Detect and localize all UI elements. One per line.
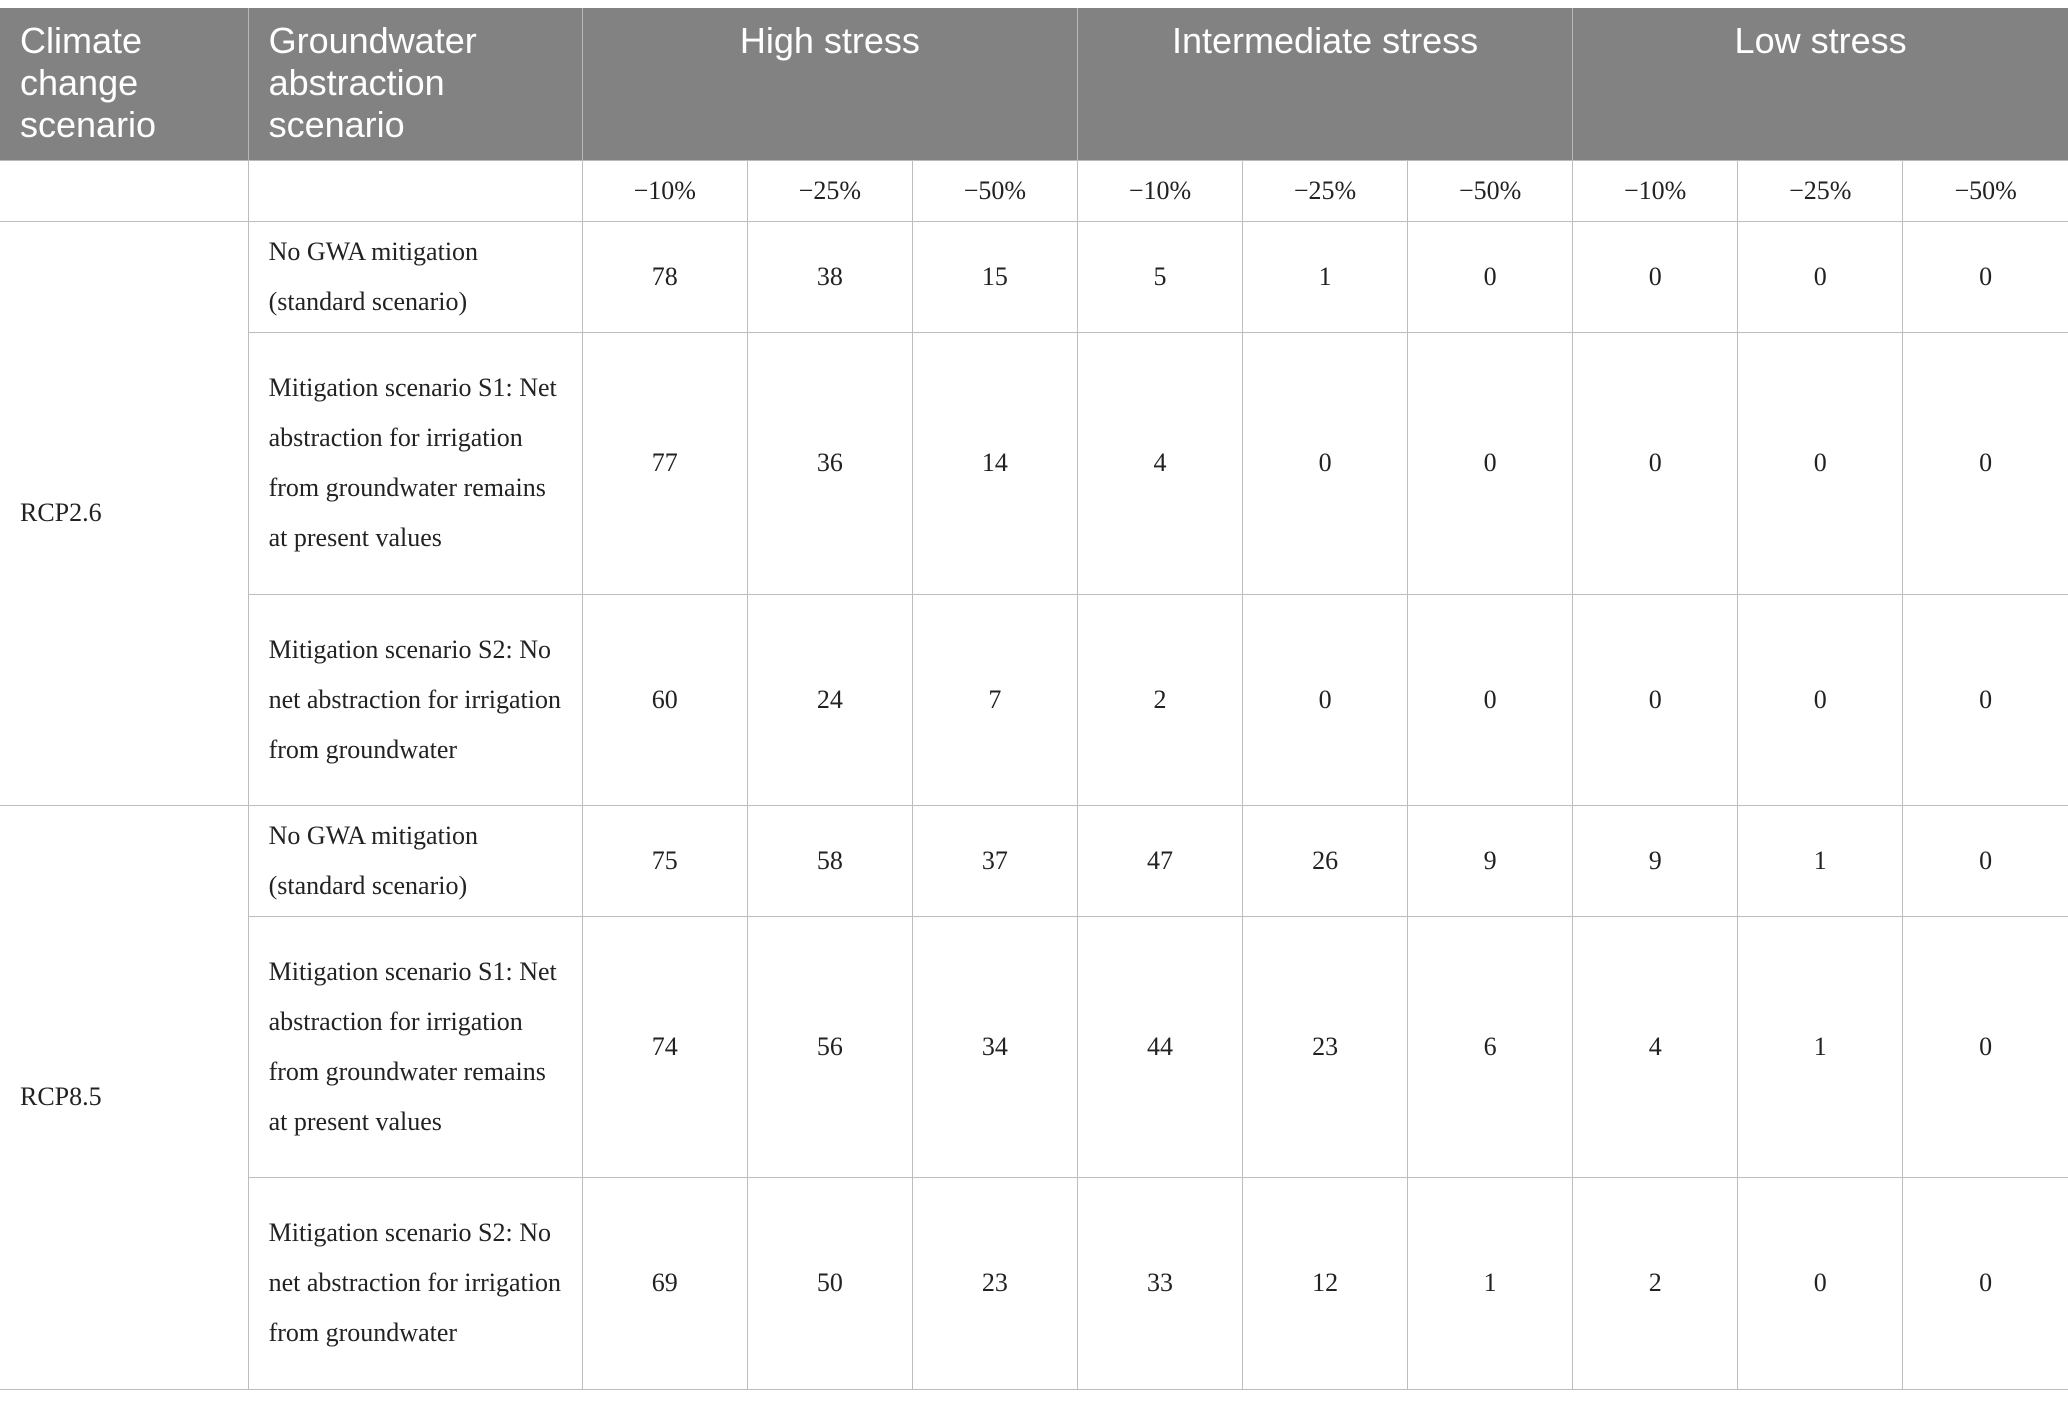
value-cell: 77	[582, 332, 747, 594]
value-cell: 38	[747, 221, 912, 332]
subheader-row	[0, 160, 2068, 221]
value-cell: 0	[1408, 332, 1573, 594]
value-cell: 2	[1573, 1177, 1738, 1389]
value-cell: 0	[1738, 594, 1903, 805]
value-cell: 26	[1243, 805, 1408, 916]
value-cell: 0	[1573, 332, 1738, 594]
subheader-cell: −10%	[582, 160, 747, 221]
value-cell: 56	[747, 916, 912, 1177]
table-row	[0, 805, 2068, 916]
value-cell: 23	[1243, 916, 1408, 1177]
table-row	[0, 332, 2068, 594]
value-cell: 44	[1077, 916, 1242, 1177]
climate-scenario-cell: RCP8.5	[0, 805, 248, 1389]
subheader-cell: −10%	[1077, 160, 1242, 221]
subheader-cell: −25%	[747, 160, 912, 221]
value-cell: 58	[747, 805, 912, 916]
subheader-cell: −10%	[1573, 160, 1738, 221]
value-cell: 0	[1903, 594, 2068, 805]
subheader-empty	[248, 160, 582, 221]
value-cell: 0	[1243, 594, 1408, 805]
subheader-cell: −50%	[912, 160, 1077, 221]
value-cell: 60	[582, 594, 747, 805]
value-cell: 5	[1077, 221, 1242, 332]
value-cell: 4	[1573, 916, 1738, 1177]
value-cell: 23	[912, 1177, 1077, 1389]
header-high-stress: High stress	[582, 8, 1077, 160]
value-cell: 0	[1903, 805, 2068, 916]
value-cell: 6	[1408, 916, 1573, 1177]
abstraction-scenario-cell: Mitigation scenario S1: Net abstraction for irrigation from groundwater remains at present values	[248, 332, 582, 594]
abstraction-scenario-cell: Mitigation scenario S1: Net abstraction for irrigation from groundwater remains at present values	[248, 916, 582, 1177]
value-cell: 0	[1738, 1177, 1903, 1389]
value-cell: 7	[912, 594, 1077, 805]
results-table	[0, 8, 2068, 1390]
value-cell: 0	[1243, 332, 1408, 594]
value-cell: 0	[1573, 221, 1738, 332]
header-low-stress: Low stress	[1573, 8, 2068, 160]
climate-scenario-cell: RCP2.6	[0, 221, 248, 805]
abstraction-scenario-cell: Mitigation scenario S2: No net abstraction for irrigation from groundwater	[248, 1177, 582, 1389]
value-cell: 4	[1077, 332, 1242, 594]
subheader-cell: −50%	[1408, 160, 1573, 221]
value-cell: 75	[582, 805, 747, 916]
value-cell: 0	[1903, 221, 2068, 332]
value-cell: 0	[1903, 916, 2068, 1177]
value-cell: 2	[1077, 594, 1242, 805]
table-row	[0, 221, 2068, 332]
value-cell: 15	[912, 221, 1077, 332]
value-cell: 14	[912, 332, 1077, 594]
header-intermediate-stress: Intermediate stress	[1077, 8, 1572, 160]
value-cell: 0	[1903, 332, 2068, 594]
value-cell: 0	[1408, 221, 1573, 332]
value-cell: 12	[1243, 1177, 1408, 1389]
value-cell: 33	[1077, 1177, 1242, 1389]
value-cell: 9	[1408, 805, 1573, 916]
value-cell: 0	[1738, 332, 1903, 594]
value-cell: 1	[1738, 916, 1903, 1177]
value-cell: 47	[1077, 805, 1242, 916]
abstraction-scenario-cell: No GWA mitigation (standard scenario)	[248, 221, 582, 332]
header-row	[0, 8, 2068, 160]
value-cell: 50	[747, 1177, 912, 1389]
value-cell: 0	[1903, 1177, 2068, 1389]
value-cell: 34	[912, 916, 1077, 1177]
header-groundwater-abstraction-scenario: Groundwater abstraction scenario	[248, 8, 582, 160]
value-cell: 9	[1573, 805, 1738, 916]
value-cell: 0	[1738, 221, 1903, 332]
value-cell: 69	[582, 1177, 747, 1389]
header-climate-change-scenario: Climate change scenario	[0, 8, 248, 160]
table-row	[0, 594, 2068, 805]
subheader-cell: −25%	[1738, 160, 1903, 221]
value-cell: 37	[912, 805, 1077, 916]
subheader-empty	[0, 160, 248, 221]
abstraction-scenario-cell: Mitigation scenario S2: No net abstraction for irrigation from groundwater	[248, 594, 582, 805]
value-cell: 0	[1573, 594, 1738, 805]
value-cell: 1	[1408, 1177, 1573, 1389]
table-row	[0, 1177, 2068, 1389]
results-table-container	[0, 8, 2068, 1390]
value-cell: 36	[747, 332, 912, 594]
value-cell: 1	[1243, 221, 1408, 332]
value-cell: 1	[1738, 805, 1903, 916]
value-cell: 74	[582, 916, 747, 1177]
value-cell: 0	[1408, 594, 1573, 805]
subheader-cell: −50%	[1903, 160, 2068, 221]
abstraction-scenario-cell: No GWA mitigation (standard scenario)	[248, 805, 582, 916]
value-cell: 24	[747, 594, 912, 805]
value-cell: 78	[582, 221, 747, 332]
subheader-cell: −25%	[1243, 160, 1408, 221]
table-row	[0, 916, 2068, 1177]
